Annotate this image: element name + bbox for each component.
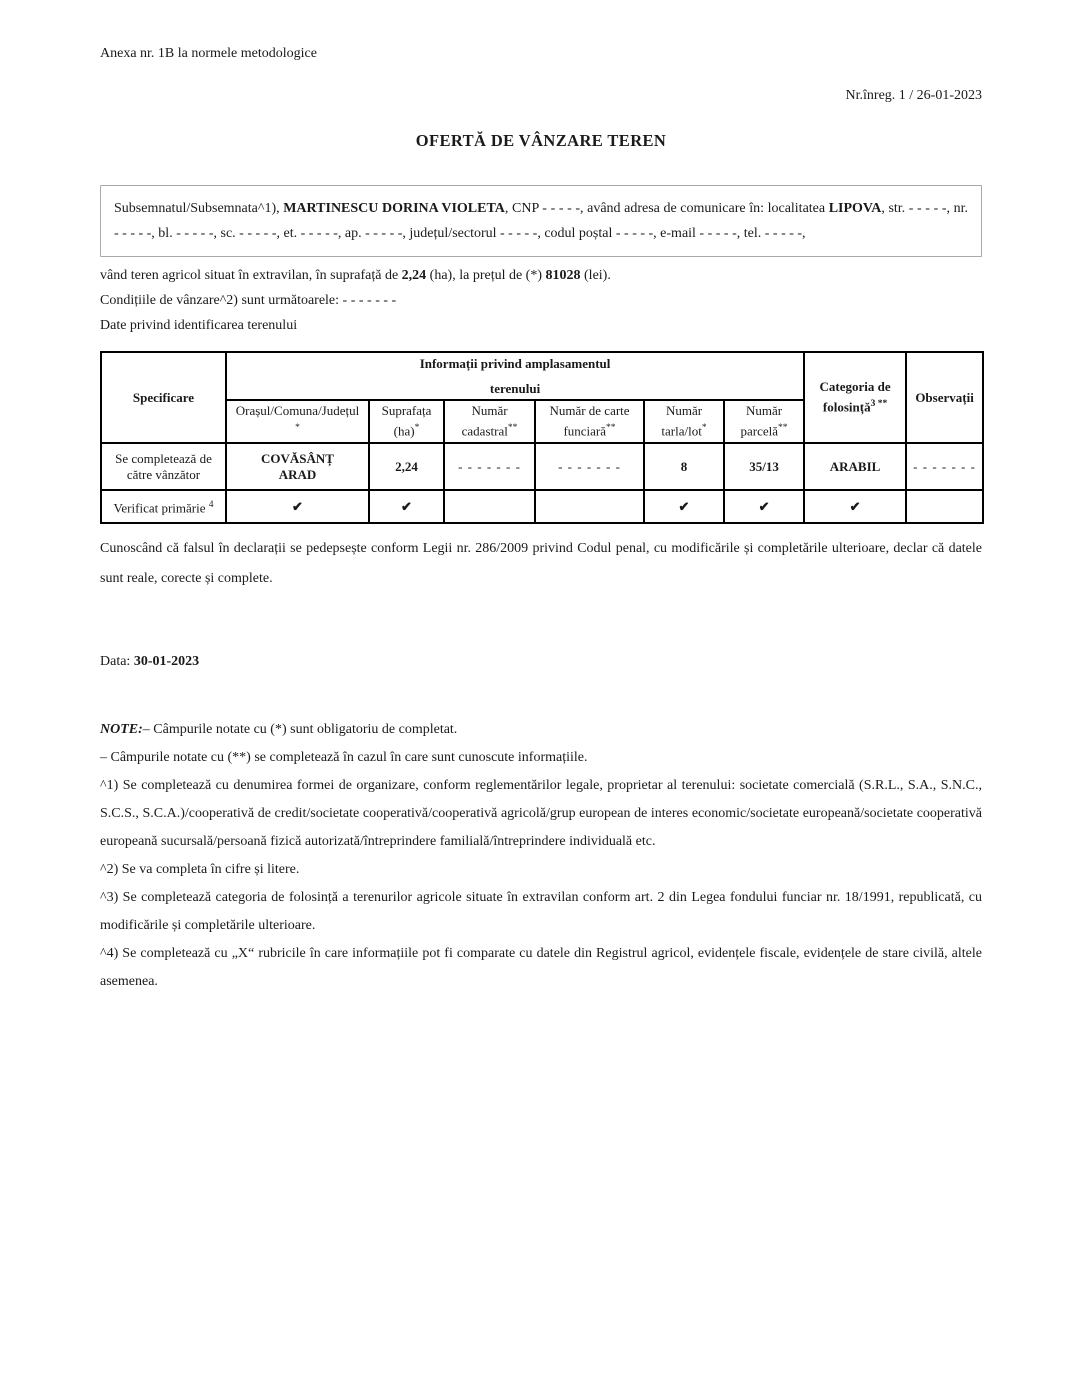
sale-statement: [100, 263, 982, 288]
note-label: NOTE:: [100, 722, 143, 737]
location-line2: ARAD: [278, 466, 317, 482]
cell-observatii: - - - - - - -: [906, 443, 983, 490]
header-carte-funciara: Număr de carte funciară**: [535, 400, 644, 443]
area-value: 2,24: [401, 268, 427, 283]
footnote-mark: *: [295, 423, 300, 434]
seller-name: MARTINESCU DORINA VIOLETA: [283, 201, 505, 216]
header-suprafata: Suprafața (ha)*: [369, 400, 444, 443]
location-line1: COVĂSÂNȚ: [261, 450, 334, 466]
header-observatii: Observații: [906, 352, 983, 443]
sale-text-3: (lei).: [580, 268, 611, 283]
footnote-4: ^4) Se completează cu „X“ rubricile în care informațiile pot fi comparate cu datele din Registrul agricol, evidențele fiscale, evidențele de stare civilă, altele asemenea.: [100, 946, 982, 989]
check-icon: ✔: [369, 490, 444, 523]
cell-tarla: 8: [644, 443, 724, 490]
applicant-info-box: [100, 185, 982, 257]
seller-data-row: [101, 443, 983, 490]
footnote-mark: **: [778, 423, 788, 434]
footnote-mark: **: [606, 423, 616, 434]
header-numar-cadastral: Număr cadastral**: [444, 400, 535, 443]
subheader-line1: Număr: [471, 403, 508, 419]
subheader-line1: Număr de carte: [549, 403, 630, 419]
check-icon: ✔: [804, 490, 906, 523]
cell-carte-funciara: - - - - - - -: [535, 443, 644, 490]
date-value: 30-01-2023: [133, 654, 200, 669]
land-identification-table: [100, 351, 984, 524]
check-cell-empty: [906, 490, 983, 523]
sale-text-2: (ha), la prețul de (*): [426, 268, 546, 283]
table-header-row-1: [101, 352, 983, 400]
date-line: [100, 654, 982, 670]
locality-name: LIPOVA: [828, 201, 882, 216]
annex-label: Anexa nr. 1B la normele metodologice: [100, 46, 317, 61]
check-icon: ✔: [644, 490, 724, 523]
group-header-line1: Informații privind amplasamentul: [419, 355, 611, 371]
footnote-3: ^3) Se completează categoria de folosință a terenurilor agricole situate în extravilan conform art. 2 din Legea fondului funciar nr. 18/1991, republicată, cu modificările și completările ulterioare.: [100, 890, 982, 933]
footnote-mark: 4: [208, 499, 214, 510]
categoria-line2: folosință: [822, 399, 871, 415]
cell-area: 2,24: [369, 443, 444, 490]
footnote-2: ^2) Se va completa în cifre și litere.: [100, 862, 300, 877]
price-value: 81028: [545, 268, 581, 283]
header-oras-comuna-judet: [226, 400, 369, 443]
verify-row: [101, 490, 983, 523]
footnote-mark: *: [414, 423, 420, 434]
date-label: Data:: [100, 654, 134, 669]
row-label-verify: Verificat primărie $^4$: [101, 490, 226, 523]
sale-conditions: Condițiile de vânzare^2) sunt următoarele: - - - - - - -: [100, 293, 397, 308]
categoria-line1: Categoria de: [819, 379, 891, 395]
row-label-seller: Se completează de către vânzător: [101, 443, 226, 490]
check-cell-empty: [535, 490, 644, 523]
cell-cadastral: - - - - - - -: [444, 443, 535, 490]
subheader-line1: Număr: [745, 403, 783, 419]
group-header-line2: terenului: [489, 380, 541, 396]
declaration-paragraph: Cunoscând că falsul în declarații se pedepsește conform Legii nr. 286/2009 privind Codul penal, cu modificările și completările ulterioare, declar că datele sunt reale, corecte și complete.: [100, 541, 982, 586]
check-icon: ✔: [724, 490, 804, 523]
header-parcela: Număr parcelă**: [724, 400, 804, 443]
header-tarla-lot: Număr tarla/lot*: [644, 400, 724, 443]
footnote-mark: **: [507, 423, 518, 434]
subheader-line1: Orașul/Comuna/Județul: [235, 403, 360, 419]
header-amplasament-group: [226, 352, 804, 400]
cell-parcela: 35/13: [724, 443, 804, 490]
cell-categoria: ARABIL: [804, 443, 906, 490]
land-id-heading: Date privind identificarea terenului: [100, 318, 298, 333]
footnote-mark: *: [701, 423, 707, 434]
registration-number: Nr.înreg. 1 / 26-01-2023: [845, 88, 982, 103]
cell-location: [226, 443, 369, 490]
subheader-line1: Număr: [665, 403, 703, 419]
sale-text-1: vând teren agricol situat în extravilan, în suprafață de: [100, 268, 402, 283]
header-categoria: [804, 352, 906, 443]
categoria-footnote-mark: 3 **: [870, 399, 888, 410]
note-mandatory: NOTE:– Câmpurile notate cu (*) sunt obligatoriu de completat.: [100, 722, 458, 737]
intro-text-1: Subsemnatul/Subsemnata^1),: [114, 201, 284, 216]
notes-section: [100, 716, 982, 996]
page-title: OFERTĂ DE VÂNZARE TEREN: [415, 131, 667, 150]
intro-text-2: , CNP - - - - -, având adresa de comunicare în: localitatea: [504, 201, 829, 216]
header-specificare: Specificare: [101, 352, 226, 443]
check-icon: ✔: [226, 490, 369, 523]
footnote-1: ^1) Se completează cu denumirea formei de organizare, conform reglementărilor legale, proprietar al terenului: societate comercială (S.R.L., S.A., S.N.C., S.C.S., S.C.A.)/cooperativă de credit/societate cooperativă/cooperativă agricolă/grup european de interes economic/societate europeană/societate cooperativă europeană sucursală/persoană fizică autorizată/întreprindere familială/întreprindere individuală etc.: [100, 778, 982, 849]
intro-text-3: , str. - - - - -, nr. - - - - -, bl. - - - - -, sc. - - - - -, et. - - - - -, ap. - - - - -, județul/sectorul - - - - -, codul poștal - - - - -, e-mail - - - - -, tel. - - - - -,: [114, 201, 968, 241]
subheader-line1: Suprafața: [381, 403, 432, 419]
document-content: [100, 0, 982, 996]
body-paragraphs: [100, 263, 982, 338]
note-optional: – Câmpurile notate cu (**) se completează în cazul în care sunt cunoscute informațiile.: [100, 750, 588, 765]
check-cell-empty: [444, 490, 535, 523]
